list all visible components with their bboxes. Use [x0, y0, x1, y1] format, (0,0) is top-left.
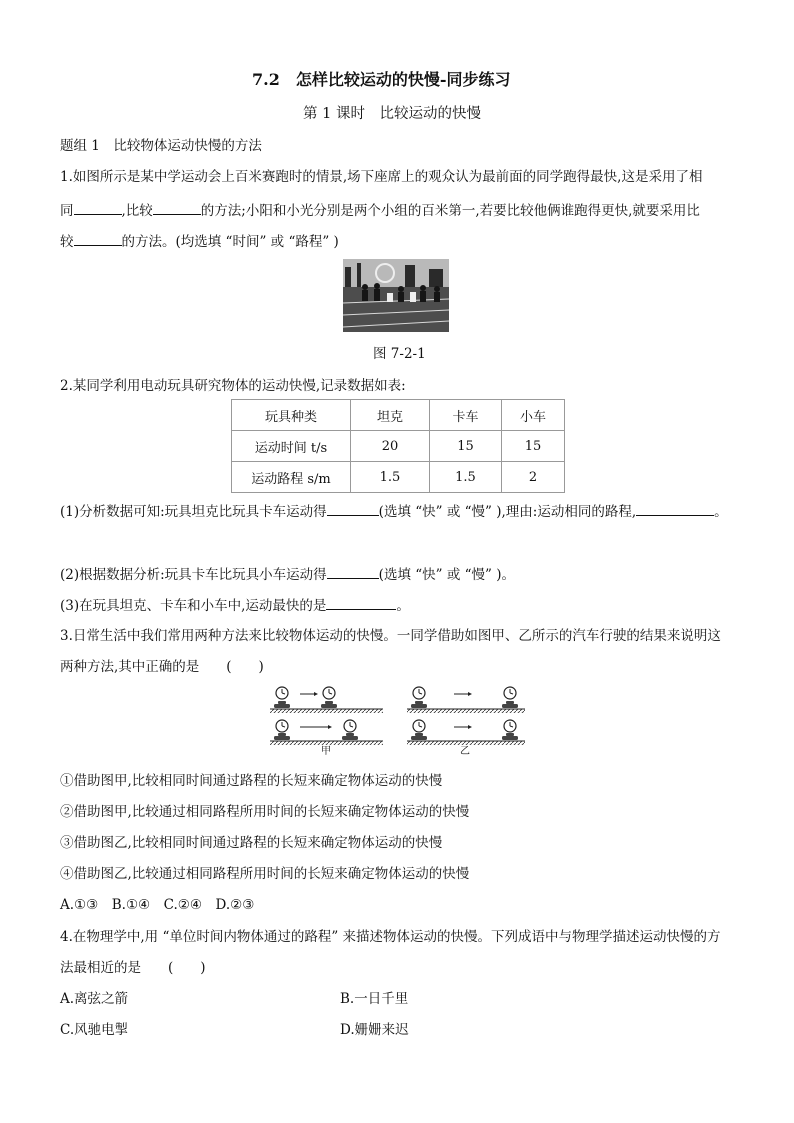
panel-jia [270, 687, 383, 745]
table-cell: 2 [502, 462, 565, 493]
q2-part2 [60, 565, 515, 584]
answer-blank[interactable] [326, 596, 396, 610]
q4-line1: 4.在物理学中,用 “单位时间内物体通过的路程” 来描述物体运动的快慢。下列成语中与物理学描述运动快慢的方 [60, 929, 721, 945]
q3-line2: 两种方法,其中正确的是 ( ) [60, 659, 264, 675]
q1-text: 同 [60, 203, 74, 219]
q2-text: (2)根据数据分析:玩具卡车比玩具小车运动得 [60, 567, 327, 583]
q2-part1 [60, 502, 728, 521]
figure-label-jia: 甲 [321, 746, 331, 757]
q1-text: ,比较 [121, 203, 153, 219]
figure-caption: 图 7-2-1 [373, 346, 426, 362]
q2-part3 [60, 596, 410, 615]
group-label: 题组 1 比较物体运动快慢的方法 [60, 138, 262, 154]
q1-text: 的方法。(均选填 “时间” 或 “路程” ) [121, 234, 339, 250]
q1-text: 的方法;小阳和小光分别是两个小组的百米第一,若要比较他俩谁跑得更快,就要采用比 [200, 203, 700, 219]
table-header-row [232, 400, 565, 431]
car-diagram [268, 683, 530, 757]
table-header-cell: 玩具种类 [232, 400, 351, 431]
q2-text: (1)分析数据可知:玩具坦克比玩具卡车运动得 [60, 504, 327, 520]
table-header-cell: 坦克 [351, 400, 430, 431]
figure-label-yi: 乙 [460, 746, 470, 757]
q4-line2: 法最相近的是 ( ) [60, 960, 206, 976]
toy-data-table [231, 399, 565, 493]
answer-blank[interactable] [74, 232, 122, 246]
q2-text: (选填 “快” 或 “慢” )。 [378, 567, 515, 583]
q1-line2 [60, 201, 700, 220]
table-row [232, 431, 565, 462]
table-header-cell: 卡车 [430, 400, 502, 431]
table-cell: 15 [502, 431, 565, 462]
q4-choice-b: B.一日千里 [340, 991, 409, 1007]
q1-line3 [60, 232, 339, 251]
q3-answer-choices: A.①③ B.①④ C.②④ D.②③ [60, 897, 255, 913]
table-header-cell: 小车 [502, 400, 565, 431]
q3-option-1: ①借助图甲,比较相同时间通过路程的长短来确定物体运动的快慢 [60, 773, 443, 789]
panel-yi [407, 687, 525, 745]
q3-option-2: ②借助图甲,比较通过相同路程所用时间的长短来确定物体运动的快慢 [60, 804, 470, 820]
table-row [232, 462, 565, 493]
q1-text: 较 [60, 234, 74, 250]
q3-option-3: ③借助图乙,比较相同时间通过路程的长短来确定物体运动的快慢 [60, 835, 443, 851]
table-cell: 15 [430, 431, 502, 462]
q4-choice-a: A.离弦之箭 [60, 991, 129, 1007]
car-comparison-figure [268, 683, 530, 757]
q2-stem: 2.某同学利用电动玩具研究物体的运动快慢,记录数据如表: [60, 378, 406, 394]
answer-blank[interactable] [327, 565, 379, 579]
race-photo [343, 259, 449, 332]
q2-text: (3)在玩具坦克、卡车和小车中,运动最快的是 [60, 598, 327, 614]
q3-option-4: ④借助图乙,比较通过相同路程所用时间的长短来确定物体运动的快慢 [60, 866, 470, 882]
lesson-subtitle: 第 1 课时 比较运动的快慢 [303, 106, 481, 122]
table-cell: 运动路程 s/m [232, 462, 351, 493]
q1-line1: 1.如图所示是某中学运动会上百米赛跑时的情景,场下座席上的观众认为最前面的同学跑得最快,这是采用了相 [60, 169, 703, 185]
q2-text: 。 [396, 598, 410, 614]
table-cell: 1.5 [430, 462, 502, 493]
q2-text: (选填 “快” 或 “慢” ),理由:运动相同的路程, [378, 504, 637, 520]
answer-blank[interactable] [153, 201, 201, 215]
answer-blank[interactable] [74, 201, 122, 215]
q4-choice-c: C.风驰电掣 [60, 1022, 129, 1038]
q3-line1: 3.日常生活中我们常用两种方法来比较物体运动的快慢。一同学借助如图甲、乙所示的汽车行驶的结果来说明这 [60, 628, 721, 644]
q4-choice-d: D.姗姗来迟 [340, 1022, 409, 1038]
q2-text: 。 [714, 504, 728, 520]
race-photo-illustration [343, 259, 449, 332]
table-cell: 运动时间 t/s [232, 431, 351, 462]
table-cell: 20 [351, 431, 430, 462]
page-title: 7.2 怎样比较运动的快慢-同步练习 [252, 70, 511, 89]
answer-blank[interactable] [327, 502, 379, 516]
answer-blank[interactable] [636, 502, 714, 516]
table-cell: 1.5 [351, 462, 430, 493]
